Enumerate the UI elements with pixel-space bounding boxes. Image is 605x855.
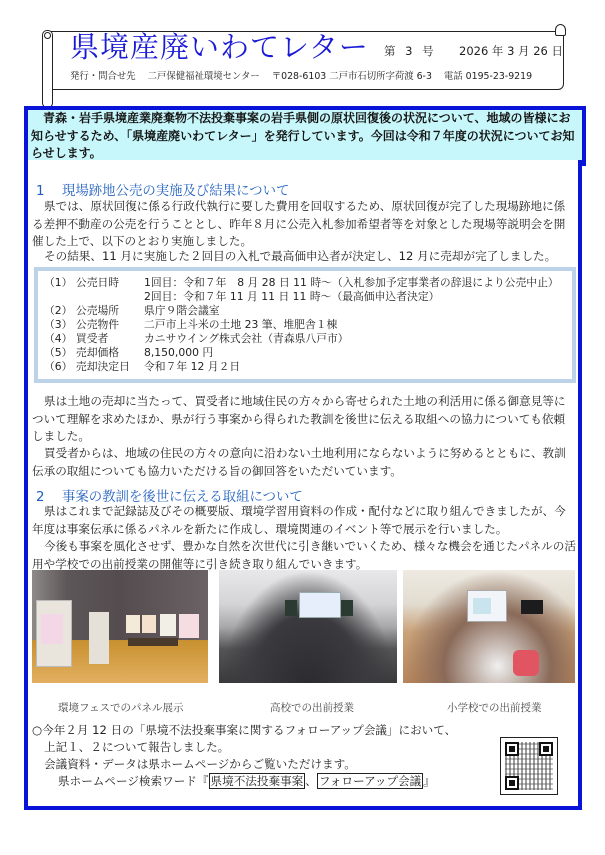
photo-caption-1: 環境フェスでのパネル展示 [58,702,184,714]
detail-row-6 [44,359,240,374]
detail-label: （5） 売却価格 [44,346,120,359]
detail-label: （4） 買受者 [44,332,109,345]
detail-row-4 [44,331,349,346]
detail-value: 1回目：令和７年 8 月 28 日 11 時～（入札参加予定事業者の辞退により公売中止） [144,276,559,289]
section-1-heading [36,180,289,199]
auction-details-box [34,267,576,383]
issue-date: 2026 年 3 月 26 日 [459,44,563,58]
section-2-paragraph-1: 県はこれまで記録誌及びその概要版、環境学習用資料の作成・配付などに取り組んできましたが、今年度は事案伝承に係るパネルを新たに作成し、環境関連のイベント等で展示を行いました。 [32,504,566,536]
section-1-number: 1 [36,184,45,199]
detail-row-1b [44,289,439,304]
detail-row-2 [44,303,220,318]
note-line-3: 会議資料・データは県ホームページからご覧いただけます。 [44,757,356,771]
search-separator: 、 [305,774,317,788]
publisher-label: 発行・問合せ先 [70,71,136,82]
detail-row-1 [44,275,559,290]
detail-value: 2回目：令和７年 11 月 11 日 11 時～（最高価申込者決定） [144,290,440,303]
detail-value: カニサウイング株式会社（青森県八戸市） [144,332,349,345]
search-suffix: 』 [423,774,435,788]
scroll-roll-left-decoration [42,30,53,108]
section-1-paragraph-3: 県は土地の売却に当たって、買受者に地域住民の方々から寄せられた土地の利活用に係る御意見等について理解を求めたほか、県が行う事案から得られた教訓を後世に伝える取組への協力についても依頼しました。 [32,394,566,443]
detail-row-3 [44,317,337,332]
qr-finder-top-left [505,742,519,756]
search-keyword-2: フォローアップ会議 [318,774,422,788]
photo-caption-3: 小学校での出前授業 [447,702,542,714]
section-1-paragraph-2: その結果、11 月に実施した２回目の入札で最高価申込者が決定し、12 月に売却が完了しました。 [44,249,557,263]
section-1-paragraph-4: 買受者からは、地域の住民の方々の意向に沿わない土地利用にならないように努めるとともに、教訓伝承の取組についても協力いただける旨の御回答をいただいています。 [32,446,566,478]
photo-panel-exhibition [32,570,208,683]
search-prefix: 県ホームページ検索ワード『 [58,774,209,788]
detail-label: （3） 公売物件 [44,318,120,331]
search-keyword-1: 県境不法投棄事案 [210,774,304,788]
scroll-roll-right-decoration [555,24,566,36]
section-2-title: 事案の教訓を後世に伝える取組について [62,490,303,505]
section-1-title: 現場跡地公売の実施及び結果について [62,184,290,199]
qr-code[interactable] [500,737,558,795]
photo-caption-2: 高校での出前授業 [270,702,354,714]
detail-value: 8,150,000 円 [144,346,214,359]
section-2-paragraph-2: 今後も事案を風化させず、豊かな自然を次世代に引き継いでいくため、様々な機会を通じたパネルの活用や学校での出前授業の開催等に引き続き取り組んでいきます。 [32,539,576,571]
main-content-frame [24,160,582,810]
detail-label: （2） 公売場所 [44,304,120,317]
publisher-phone: 電話 0195-23-9219 [443,71,533,82]
intro-text: 青森・岩手県境産業廃棄物不法投棄事案の岩手県側の原状回復後の状況について、地域の皆様にお知らせするため、「県境産廃いわてレター」を発行しています。今回は令和７年度の状況についてお知らせします。 [31,111,575,160]
note-line-2: 上記１、２について報告しました。 [44,740,230,754]
detail-row-5 [44,345,213,360]
detail-label: （1） 公売日時 [44,276,120,289]
publisher-address: 〒028-6103 二戸市石切所字荷渡 6-3 [271,71,432,82]
detail-label: （6） 売却決定日 [44,360,130,373]
note-line-1: ○今年２月 12 日の「県境不法投棄事案に関するフォローアップ会議」において、 [32,723,457,737]
photo-elementary-school-lecture [403,570,575,683]
qr-finder-bottom-left [505,776,519,790]
issue-suffix: 号 [422,44,434,58]
detail-value: 二戸市上斗米の土地 23 筆、堆肥舎１棟 [144,318,338,331]
section-1-paragraph-1: 県では、原状回復に係る行政代執行に要した費用を回収するため、原状回復が完了した現場跡地に係る差押不動産の公売を行うこととし、昨年８月に公売入札参加希望者等を対象とした現場等説明会を開催した上で、以下のとおり実施しました。 [32,199,566,248]
issue-label: 第 [384,44,396,58]
publisher-info [70,68,541,82]
intro-box [24,106,586,166]
newsletter-banner [42,26,566,90]
qr-finder-top-right [539,742,553,756]
publisher-name: 二戸保健福祉環境センター [147,71,260,82]
issue-number-value: 3 [405,44,413,58]
section-2-number: 2 [36,490,45,505]
detail-value: 令和７年 12 月２日 [144,360,241,373]
detail-value: 県庁９階会議室 [144,304,220,317]
photo-high-school-lecture [219,570,397,683]
note-search-keywords [58,773,435,791]
issue-number [384,43,440,59]
newsletter-title: 県境産廃いわてレター [70,30,369,64]
